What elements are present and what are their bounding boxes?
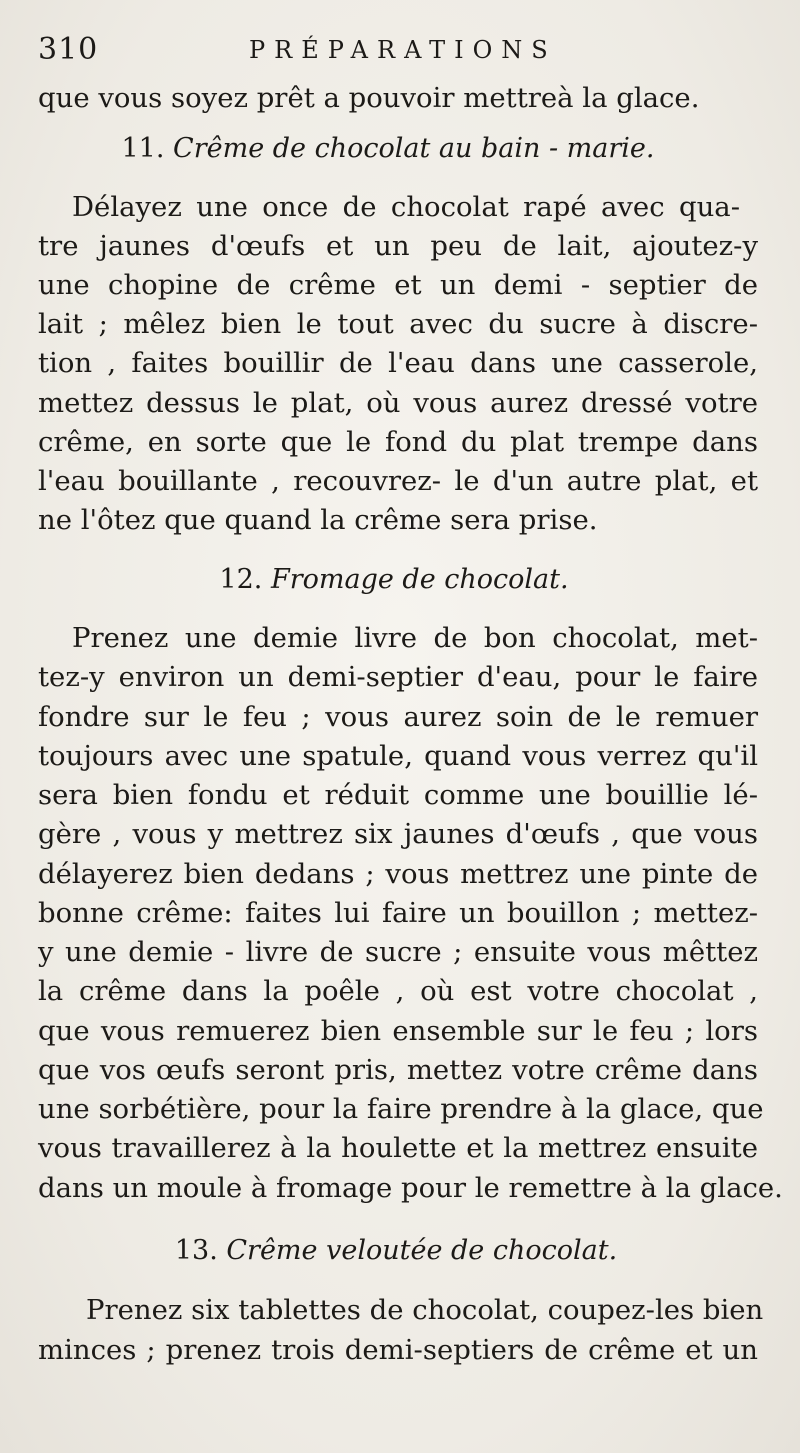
text-line: Prenez six tablettes de chocolat, coupez-les bien — [86, 1294, 764, 1326]
section-title: Fromage de chocolat. — [270, 564, 569, 595]
text-line: mettez dessus le plat, où vous aurez dressé votre — [38, 387, 758, 419]
section-title: Crême de chocolat au bain - marie. — [173, 133, 655, 164]
section-number: 11. — [121, 133, 165, 164]
text-line: Délayez une once de chocolat rapé avec qua- — [72, 191, 740, 223]
text-line: crême, en sorte que le fond du plat trempe dans — [38, 426, 758, 458]
text-line: tion , faites bouillir de l'eau dans une casserole, — [38, 347, 758, 379]
section-heading-12 — [0, 560, 794, 600]
text-line: lait ; mêlez bien le tout avec du sucre à discre- — [38, 308, 758, 340]
text-line: vous travaillerez à la houlette et la mettrez ensuite — [38, 1132, 758, 1164]
text-line: que vous soyez prêt a pouvoir mettreà la glace. — [38, 82, 700, 114]
text-line: y une demie - livre de sucre ; ensuite vous mêttez — [38, 936, 758, 968]
text-line: toujours avec une spatule, quand vous verrez qu'il — [38, 740, 758, 772]
section-title: Crême veloutée de chocolat. — [226, 1235, 618, 1266]
text-line: bonne crême: faites lui faire un bouillon ; mettez- — [38, 897, 758, 929]
text-line: délayerez bien dedans ; vous mettrez une pinte de — [38, 858, 758, 890]
text-line: ne l'ôtez que quand la crême sera prise. — [38, 504, 598, 536]
text-line: une chopine de crême et un demi - septier de — [38, 269, 758, 301]
text-line: fondre sur le feu ; vous aurez soin de le remuer — [38, 701, 758, 733]
section-number: 12. — [219, 564, 263, 595]
text-line: dans un moule à fromage pour le remettre à la glace. — [38, 1172, 783, 1204]
text-line: une sorbétière, pour la faire prendre à la glace, que — [38, 1093, 764, 1125]
text-line: l'eau bouillante , recouvrez- le d'un autre plat, et — [38, 465, 758, 497]
text-line: tre jaunes d'œufs et un peu de lait, ajoutez-y — [38, 230, 758, 262]
text-line: tez-y environ un demi-septier d'eau, pour le faire — [38, 661, 758, 693]
text-line: minces ; prenez trois demi-septiers de crême et un — [38, 1334, 758, 1366]
text-line: sera bien fondu et réduit comme une bouillie lé- — [38, 779, 758, 811]
section-heading-13 — [0, 1231, 796, 1271]
section-heading-11 — [0, 129, 788, 169]
text-line: Prenez une demie livre de bon chocolat, met- — [72, 622, 758, 654]
text-line: que vous remuerez bien ensemble sur le feu ; lors — [38, 1015, 758, 1047]
text-line: la crême dans la poêle , où est votre chocolat , — [38, 975, 758, 1007]
section-number: 13. — [174, 1235, 218, 1266]
page-header — [34, 30, 774, 70]
text-line: que vos œufs seront pris, mettez votre crême dans — [38, 1054, 758, 1086]
text-line: gère , vous y mettrez six jaunes d'œufs , que vous — [38, 818, 758, 850]
page-number: 310 — [38, 32, 99, 67]
running-head: PRÉPARATIONS — [249, 36, 557, 64]
